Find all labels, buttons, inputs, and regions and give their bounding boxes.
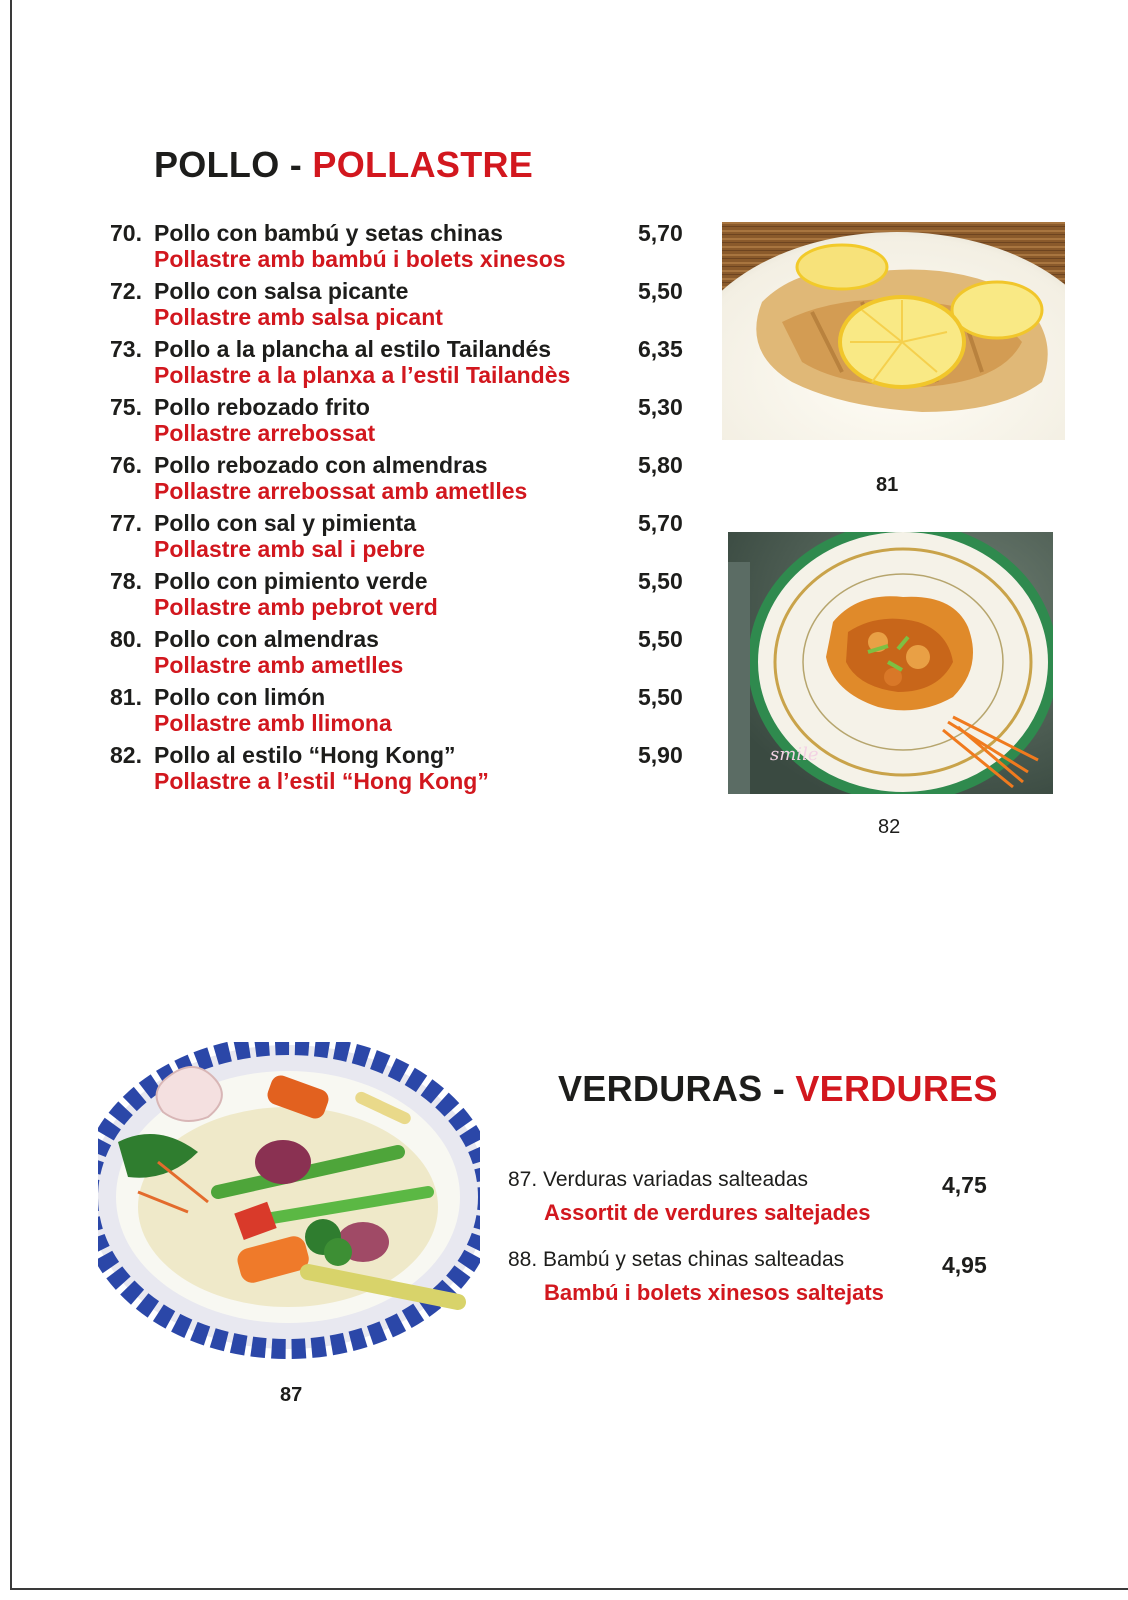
item-price: 5,80 bbox=[638, 452, 683, 478]
item-name-ca: Pollastre amb pebrot verd bbox=[154, 594, 438, 620]
item-name-ca: Pollastre amb ametlles bbox=[154, 652, 404, 678]
item-number: 88. bbox=[508, 1248, 538, 1271]
menu-item-80 bbox=[110, 626, 710, 684]
item-price: 5,50 bbox=[638, 568, 683, 594]
item-price: 5,50 bbox=[638, 626, 683, 652]
item-name-ca: Pollastre arrebossat amb ametlles bbox=[154, 478, 528, 504]
item-name-es: Pollo con sal y pimienta bbox=[154, 510, 417, 536]
watermark-text: smile bbox=[770, 744, 819, 765]
menu-item-78 bbox=[110, 568, 710, 626]
item-name-es: Pollo con bambú y setas chinas bbox=[154, 220, 503, 246]
item-name-es: Pollo con limón bbox=[154, 684, 326, 710]
item-name-ca: Pollastre arrebossat bbox=[154, 420, 376, 446]
item-price: 4,95 bbox=[942, 1252, 987, 1278]
item-number: 80. bbox=[110, 626, 142, 652]
vegetables-section-title bbox=[558, 1068, 998, 1110]
photo-caption-82: 82 bbox=[878, 816, 901, 838]
mixed-vegetables-photo bbox=[98, 1042, 480, 1364]
item-price: 4,75 bbox=[942, 1172, 987, 1198]
item-number: 78. bbox=[110, 568, 142, 594]
hong-kong-chicken-photo bbox=[728, 532, 1053, 794]
veg-title-ca: VERDURES bbox=[795, 1068, 998, 1109]
item-name-es: Pollo con pimiento verde bbox=[154, 568, 428, 594]
menu-item-75 bbox=[110, 394, 710, 452]
item-name-es: Pollo rebozado frito bbox=[154, 394, 370, 420]
item-name-ca: Pollastre amb salsa picant bbox=[154, 304, 443, 330]
menu-item-82 bbox=[110, 742, 710, 800]
item-name-ca: Pollastre a la planxa a l’estil Tailandès bbox=[154, 362, 571, 388]
item-name-ca: Assortit de verdures saltejades bbox=[544, 1200, 871, 1225]
item-price: 6,35 bbox=[638, 336, 683, 362]
item-name-es: Pollo rebozado con almendras bbox=[154, 452, 488, 478]
item-price: 5,70 bbox=[638, 220, 683, 246]
menu-item-70 bbox=[110, 220, 710, 278]
item-name-es: Pollo con salsa picante bbox=[154, 278, 409, 304]
chicken-menu-list bbox=[110, 220, 710, 800]
item-name-ca: Bambú i bolets xinesos saltejats bbox=[544, 1280, 884, 1305]
item-name-es: Bambú y setas chinas salteadas bbox=[543, 1248, 845, 1271]
item-price: 5,90 bbox=[638, 742, 683, 768]
chicken-title-es: POLLO - bbox=[154, 144, 313, 185]
item-number: 70. bbox=[110, 220, 142, 246]
item-name-es: Pollo al estilo “Hong Kong” bbox=[154, 742, 456, 768]
menu-item-87 bbox=[508, 1168, 1008, 1248]
menu-item-73 bbox=[110, 336, 710, 394]
item-number: 87. bbox=[508, 1168, 538, 1191]
item-number: 76. bbox=[110, 452, 142, 478]
item-price: 5,70 bbox=[638, 510, 683, 536]
veg-title-es: VERDURAS - bbox=[558, 1068, 796, 1109]
menu-item-77 bbox=[110, 510, 710, 568]
item-price: 5,50 bbox=[638, 684, 683, 710]
photo-caption-87: 87 bbox=[280, 1384, 303, 1406]
item-number: 77. bbox=[110, 510, 142, 536]
item-number: 75. bbox=[110, 394, 142, 420]
item-name-es: Pollo a la plancha al estilo Tailandés bbox=[154, 336, 552, 362]
item-name-es: Verduras variadas salteadas bbox=[543, 1168, 808, 1191]
chicken-section-title bbox=[154, 144, 533, 186]
item-number: 82. bbox=[110, 742, 142, 768]
menu-item-88 bbox=[508, 1248, 1008, 1328]
item-number: 72. bbox=[110, 278, 142, 304]
photo-caption-81: 81 bbox=[876, 474, 899, 496]
item-number: 73. bbox=[110, 336, 142, 362]
item-name-ca: Pollastre amb sal i pebre bbox=[154, 536, 426, 562]
item-name-es: Pollo con almendras bbox=[154, 626, 379, 652]
item-number: 81. bbox=[110, 684, 142, 710]
chicken-title-ca: POLLASTRE bbox=[312, 144, 534, 185]
item-price: 5,50 bbox=[638, 278, 683, 304]
vegetables-menu-list bbox=[508, 1168, 1008, 1328]
menu-item-81 bbox=[110, 684, 710, 742]
lemon-chicken-photo bbox=[722, 222, 1065, 440]
menu-item-76 bbox=[110, 452, 710, 510]
item-name-ca: Pollastre a l’estil “Hong Kong” bbox=[154, 768, 489, 794]
item-price: 5,30 bbox=[638, 394, 683, 420]
item-name-ca: Pollastre amb llimona bbox=[154, 710, 392, 736]
item-name-ca: Pollastre amb bambú i bolets xinesos bbox=[154, 246, 566, 272]
menu-item-72 bbox=[110, 278, 710, 336]
